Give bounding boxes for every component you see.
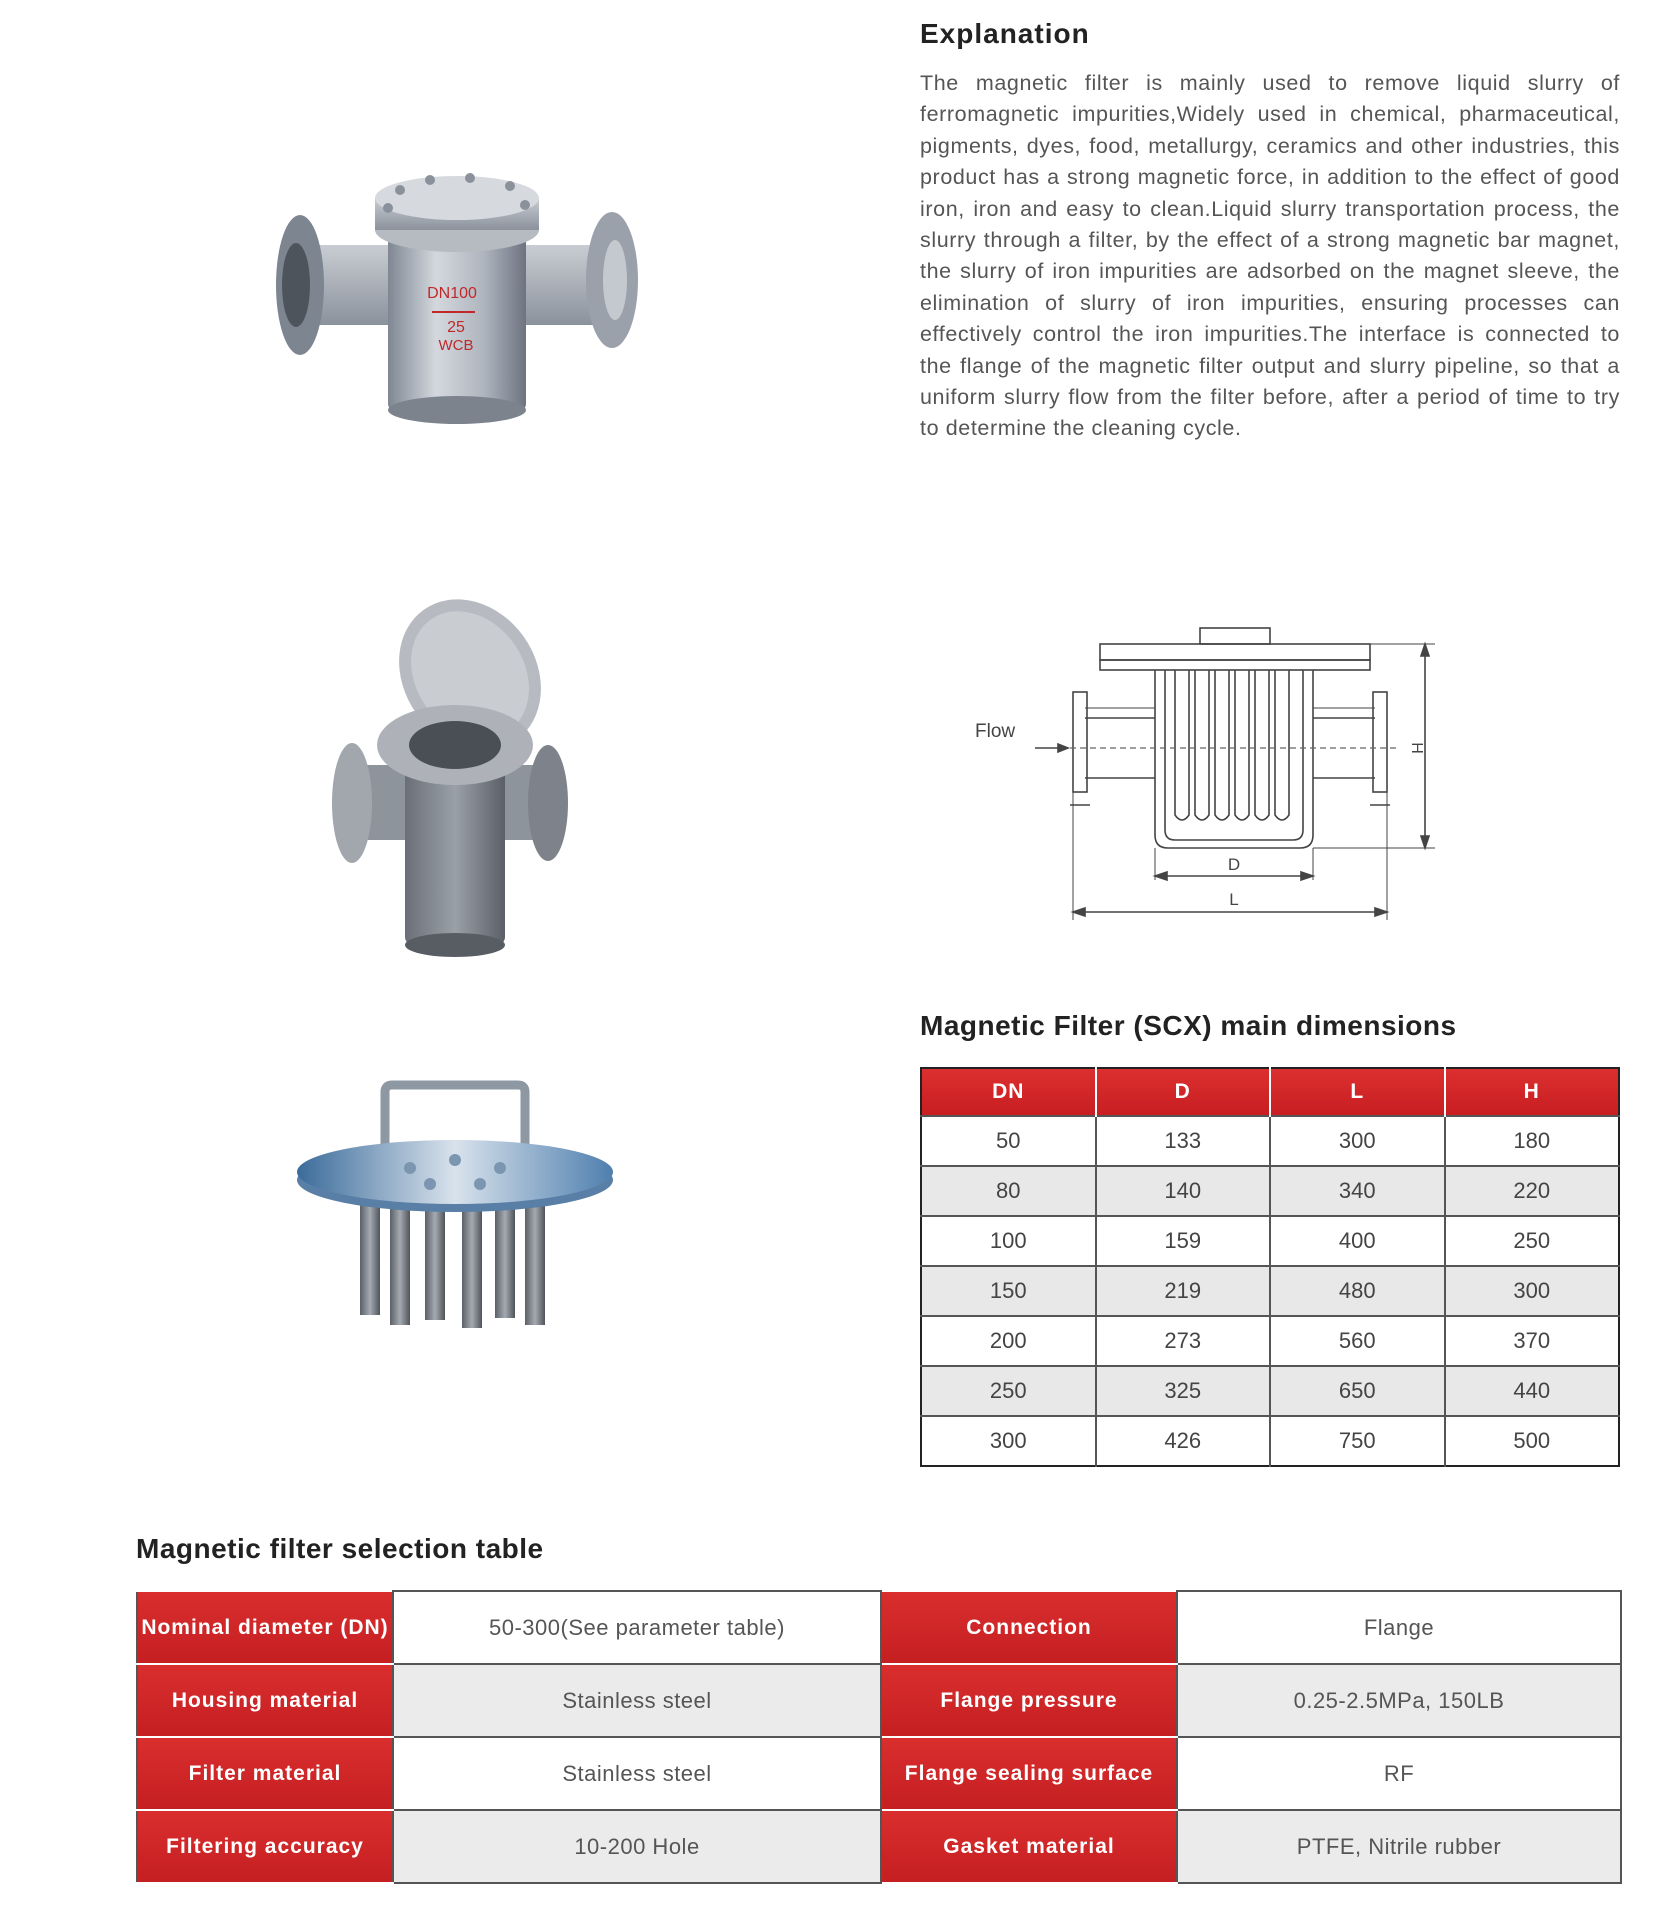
cell-d: 140: [1096, 1166, 1271, 1216]
table-row: [137, 1737, 1621, 1810]
cell-h: 440: [1445, 1366, 1620, 1416]
connection-value: Flange: [1177, 1591, 1621, 1664]
cell-l: 650: [1270, 1366, 1445, 1416]
connection-label: Connection: [881, 1591, 1177, 1664]
selection-table: [136, 1590, 1622, 1884]
h-dimension-label: H: [1408, 742, 1425, 754]
table-row: [137, 1664, 1621, 1737]
body-marking-material: WCB: [438, 337, 474, 354]
cell-dn: 250: [921, 1366, 1096, 1416]
flow-label: Flow: [975, 721, 1016, 742]
open-filter-housing-image: [330, 590, 590, 960]
table-row: [921, 1266, 1619, 1316]
cell-h: 300: [1445, 1266, 1620, 1316]
header-h: H: [1445, 1068, 1620, 1116]
explanation-body: The magnetic filter is mainly used to remove liquid slurry of ferromagnetic impurities,Widely used in chemical, pharmaceutical, pigments, dyes, food, metallurgy, ceramics and other industries, this product has a strong magnetic force, in addition to the effect of good iron, iron and easy to clean.Liquid slurry transportation process, the slurry through a filter, by the effect of a strong magnetic bar magnet, the slurry of iron impurities are adsorbed on the magnet sleeve, the elimination of slurry of iron impurities, ensuring processes can effectively control the iron impurities.The interface is connected to the flange of the magnetic filter output and slurry pipeline, so that a uniform slurry flow from the filter before, after a period of time to try to determine the cleaning cycle.: [920, 71, 1620, 441]
d-dimension-label: D: [1227, 855, 1241, 874]
body-marking-dn: DN100: [427, 285, 477, 302]
table-row: [921, 1316, 1619, 1366]
selection-title: Magnetic filter selection table: [136, 1533, 544, 1564]
cell-d: 273: [1096, 1316, 1271, 1366]
table-row: [921, 1216, 1619, 1266]
housing-material-value: Stainless steel: [393, 1664, 881, 1737]
cell-l: 400: [1270, 1216, 1445, 1266]
table-row: [921, 1366, 1619, 1416]
body-marking-pressure: 25: [447, 319, 465, 336]
filter-material-value: Stainless steel: [393, 1737, 881, 1810]
cell-l: 480: [1270, 1266, 1445, 1316]
cell-d: 159: [1096, 1216, 1271, 1266]
cell-h: 180: [1445, 1116, 1620, 1166]
gasket-material-value: PTFE, Nitrile rubber: [1177, 1810, 1621, 1883]
table-row: [921, 1166, 1619, 1216]
gasket-material-label: Gasket material: [881, 1810, 1177, 1883]
header-dn: DN: [921, 1068, 1096, 1116]
cell-h: 500: [1445, 1416, 1620, 1466]
nominal-diameter-label: Nominal diameter (DN): [137, 1591, 393, 1664]
table-row: [921, 1116, 1619, 1166]
dimensions-table: [920, 1067, 1620, 1467]
header-l: L: [1270, 1068, 1445, 1116]
header-d: D: [1096, 1068, 1271, 1116]
dimensions-header-row: [921, 1068, 1619, 1116]
filter-material-label: Filter material: [137, 1737, 393, 1810]
cell-h: 370: [1445, 1316, 1620, 1366]
cell-l: 560: [1270, 1316, 1445, 1366]
table-row: [137, 1810, 1621, 1883]
dimensions-title: Magnetic Filter (SCX) main dimensions: [920, 1010, 1457, 1041]
cell-h: 250: [1445, 1216, 1620, 1266]
cell-l: 340: [1270, 1166, 1445, 1216]
cell-dn: 100: [921, 1216, 1096, 1266]
filter-dimension-diagram: [960, 620, 1480, 930]
flange-pressure-value: 0.25-2.5MPa, 150LB: [1177, 1664, 1621, 1737]
cell-d: 133: [1096, 1116, 1271, 1166]
nominal-diameter-value: 50-300(See parameter table): [393, 1591, 881, 1664]
cell-h: 220: [1445, 1166, 1620, 1216]
cell-dn: 300: [921, 1416, 1096, 1466]
cell-l: 750: [1270, 1416, 1445, 1466]
cell-dn: 80: [921, 1166, 1096, 1216]
flange-sealing-surface-label: Flange sealing surface: [881, 1737, 1177, 1810]
housing-material-label: Housing material: [137, 1664, 393, 1737]
cell-l: 300: [1270, 1116, 1445, 1166]
cell-d: 325: [1096, 1366, 1271, 1416]
cell-dn: 150: [921, 1266, 1096, 1316]
cell-dn: 200: [921, 1316, 1096, 1366]
cell-dn: 50: [921, 1116, 1096, 1166]
l-dimension-label: L: [1229, 890, 1239, 909]
cell-d: 426: [1096, 1416, 1271, 1466]
table-row: [137, 1591, 1621, 1664]
magnetic-filter-housing-image: [270, 160, 650, 440]
flange-sealing-surface-value: RF: [1177, 1737, 1621, 1810]
filtering-accuracy-label: Filtering accuracy: [137, 1810, 393, 1883]
magnet-bar-assembly-image: [290, 1080, 620, 1340]
cell-d: 219: [1096, 1266, 1271, 1316]
table-row: [921, 1416, 1619, 1466]
filtering-accuracy-value: 10-200 Hole: [393, 1810, 881, 1883]
flange-pressure-label: Flange pressure: [881, 1664, 1177, 1737]
explanation-title: Explanation: [920, 18, 1090, 49]
